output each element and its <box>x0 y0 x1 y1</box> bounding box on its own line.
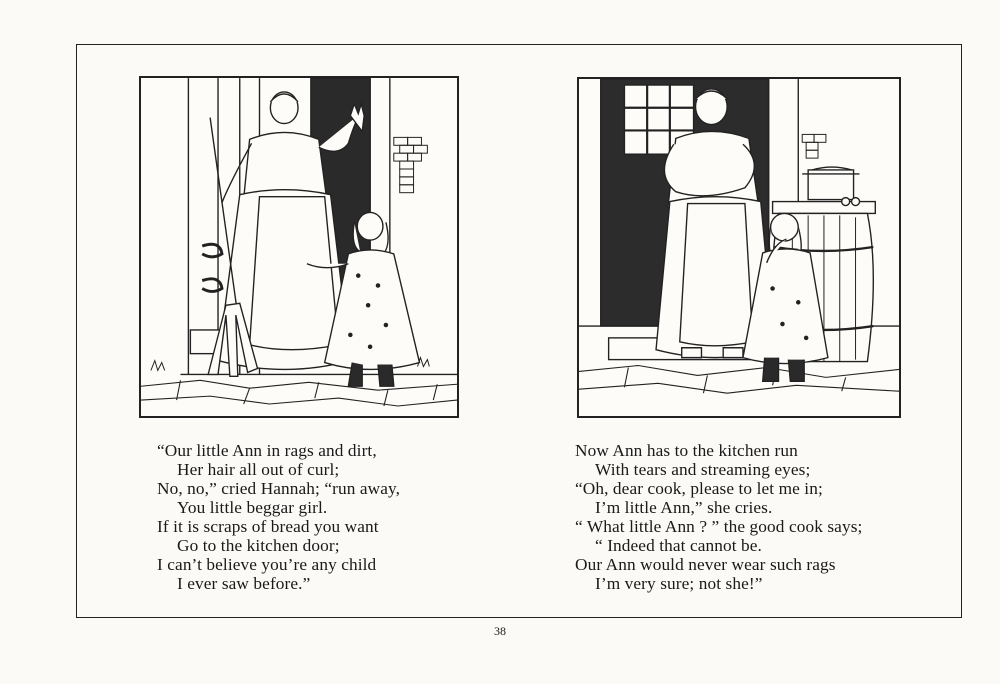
illustration-hannah-and-ann <box>139 76 459 418</box>
verse-line: You little beggar girl. <box>177 498 328 517</box>
left-verse <box>157 441 400 593</box>
verse-line: Now Ann has to the kitchen run <box>575 441 798 460</box>
verse-line: “ What little Ann ? ” the good cook says; <box>575 517 863 536</box>
illustration-cook-and-ann <box>577 77 901 418</box>
verse-line: I ever saw before.” <box>177 574 311 593</box>
verse-line: I can’t believe you’re any child <box>157 555 377 574</box>
verse-line: With tears and streaming eyes; <box>595 460 811 479</box>
verse-line: Go to the kitchen door; <box>177 536 340 555</box>
verse-line: I’m very sure; not she!” <box>595 574 763 593</box>
verse-line: Her hair all out of curl; <box>177 460 340 479</box>
page-number: 38 <box>494 624 506 638</box>
verse-line: “Our little Ann in rags and dirt, <box>157 441 377 460</box>
verse-line: “ Indeed that cannot be. <box>595 536 762 555</box>
verse-line: Our Ann would never wear such rags <box>575 555 836 574</box>
verse-line: No, no,” cried Hannah; “run away, <box>157 479 401 498</box>
verse-line: “Oh, dear cook, please to let me in; <box>575 479 823 498</box>
right-verse <box>575 441 862 593</box>
verse-line: If it is scraps of bread you want <box>157 517 379 536</box>
verse-line: I’m little Ann,” she cries. <box>595 498 773 517</box>
